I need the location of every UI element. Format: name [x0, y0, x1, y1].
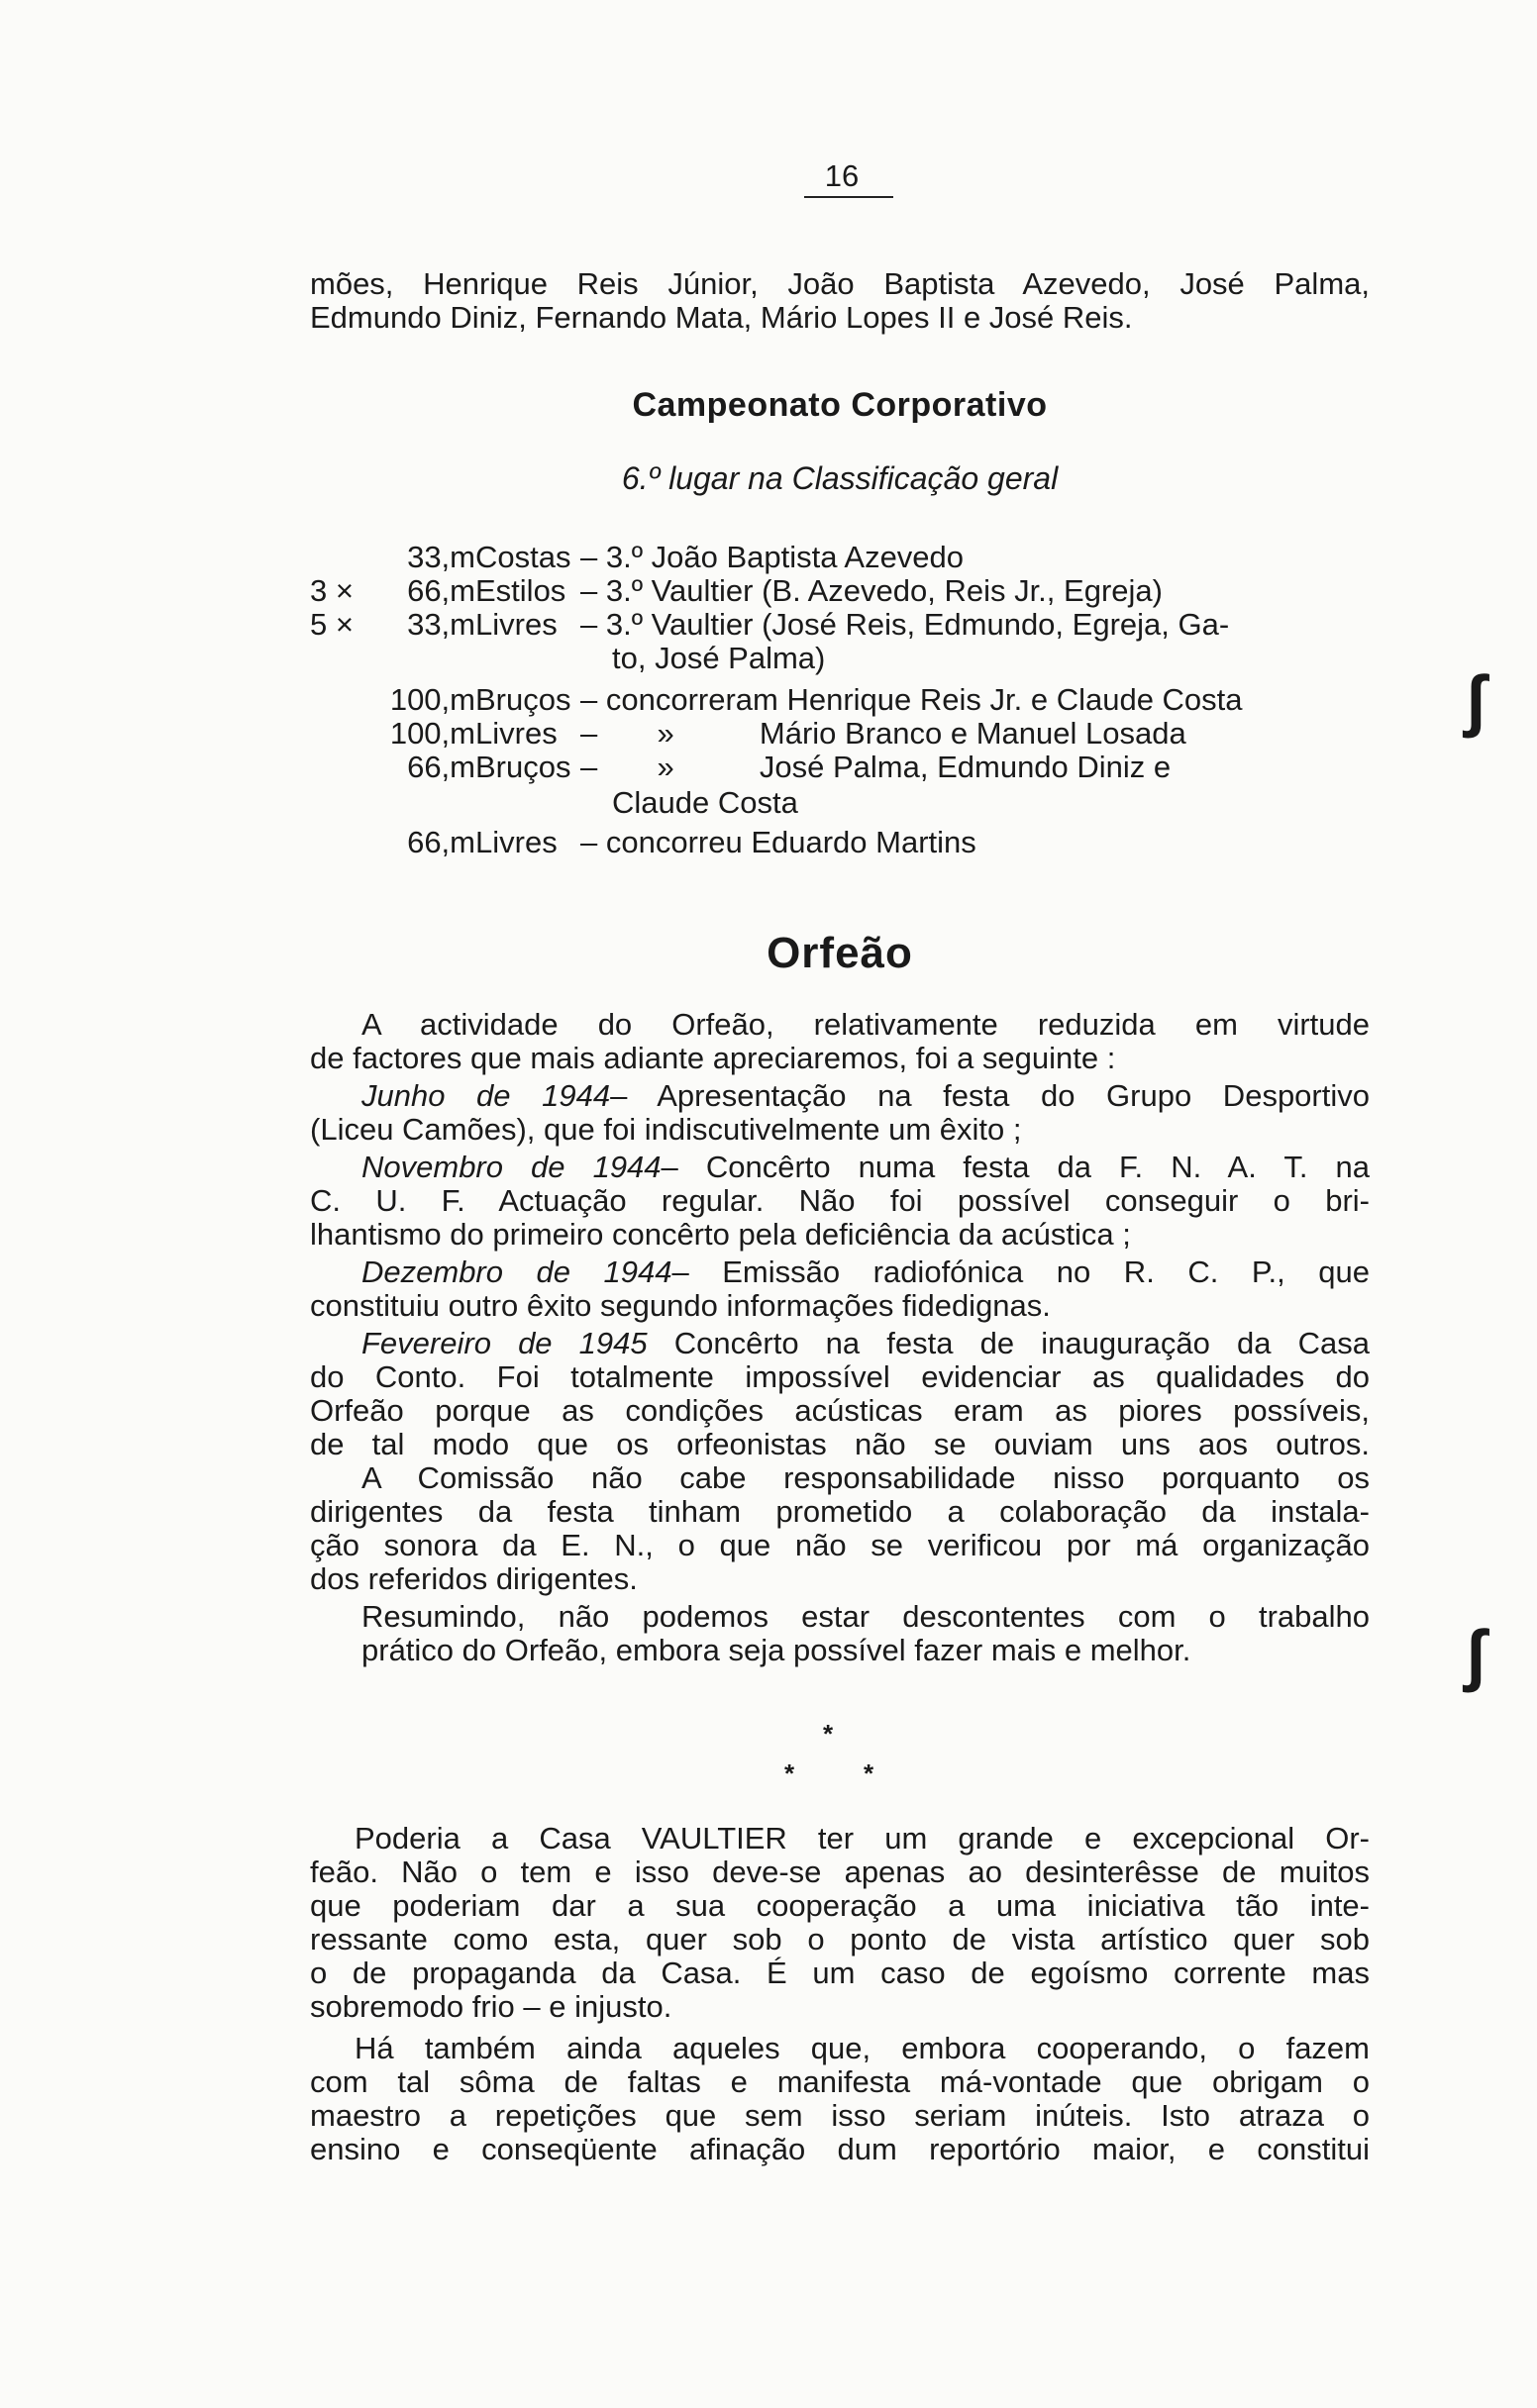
- entry-date: Fevereiro de 1945: [361, 1326, 648, 1360]
- result: – concorreram Henrique Reis Jr. e Claude Costa: [580, 682, 1243, 717]
- orfeao-entry-junho: [361, 1079, 1370, 1113]
- orfeao-entry-fevereiro: [361, 1327, 1370, 1360]
- result: – » José Palma, Edmundo Diniz e: [580, 750, 1172, 784]
- result: – concorreu Eduardo Martins: [580, 825, 976, 859]
- entry-line: C. U. F. Actuação regular. Não foi possível conseguir o bri-: [310, 1183, 1370, 1218]
- result: – » Mário Branco e Manuel Losada: [580, 716, 1186, 751]
- margin-mark: ʃ: [1464, 661, 1487, 739]
- margin-mark: ʃ: [1464, 1616, 1487, 1693]
- closing-line: ensino e conseqüente afinação dum reportório maior, e constitui: [310, 2132, 1370, 2166]
- stroke: Livres: [475, 716, 558, 751]
- comissao-line: A Comissão não cabe responsabilidade nisso porquanto os: [361, 1460, 1370, 1495]
- stroke: Costas: [475, 540, 571, 574]
- text-line: Edmundo Diniz, Fernando Mata, Mário Lopes II e José Reis.: [310, 300, 1133, 335]
- stroke: Estilos: [475, 573, 566, 608]
- entry-line: de tal modo que os orfeonistas não se ouviam uns aos outros.: [310, 1427, 1370, 1461]
- entry-text: – Emissão radiofónica no R. C. P., que: [671, 1254, 1370, 1289]
- distance: 100,m: [389, 682, 475, 717]
- resumindo-line: Resumindo, não podemos estar descontentes com o trabalho: [361, 1599, 1370, 1634]
- distance: 33,m: [407, 540, 475, 574]
- entry-text: – Apresentação na festa do Grupo Desportivo: [610, 1078, 1370, 1113]
- entry-date: Dezembro de 1944: [361, 1254, 672, 1289]
- entry-line: (Liceu Camões), que foi indiscutivelmente um êxito ;: [310, 1112, 1022, 1147]
- entry-line: do Conto. Foi totalmente impossível evidenciar as qualidades do: [310, 1359, 1370, 1394]
- closing-line: sobremodo frio – e injusto.: [310, 1989, 672, 2024]
- result: – 3.º João Baptista Azevedo: [580, 540, 965, 574]
- distance: 66,m: [407, 825, 475, 859]
- entry-date: Junho de 1944: [361, 1078, 611, 1113]
- orfeao-intro-line: de factores que mais adiante apreciaremos, foi a seguinte :: [310, 1041, 1116, 1075]
- asterisk: *: [864, 1758, 874, 1788]
- distance: 66,m: [407, 573, 475, 608]
- section-subtitle-classificacao: 6.º lugar na Classificação geral: [621, 460, 1059, 496]
- closing-line: feão. Não o tem e isso deve-se apenas ao desinterêsse de muitos: [310, 1855, 1370, 1889]
- text-line: mões, Henrique Reis Júnior, João Baptista Azevedo, José Palma,: [310, 266, 1370, 301]
- entry-date: Novembro de 1944: [361, 1150, 662, 1184]
- stroke: Bruços: [475, 682, 571, 717]
- intro-paragraph-end: [310, 301, 1370, 335]
- comissao-line: dirigentes da festa tinham prometido a colaboração da instala-: [310, 1494, 1370, 1529]
- asterisk: *: [784, 1758, 795, 1788]
- stroke: Livres: [475, 607, 558, 642]
- result: – 3.º Vaultier (José Reis, Edmundo, Egreja, Ga-: [580, 607, 1230, 642]
- entry-line: Orfeão porque as condições acústicas eram as piores possíveis,: [310, 1393, 1370, 1428]
- multiplier: 5 ×: [310, 607, 354, 642]
- result-continued: to, José Palma): [612, 641, 826, 675]
- entry-text: – Concêrto numa festa da F. N. A. T. na: [661, 1150, 1370, 1184]
- closing-line: Poderia a Casa VAULTIER ter um grande e excepcional Or-: [355, 1821, 1370, 1856]
- closing-line: Há também ainda aqueles que, embora cooperando, o fazem: [355, 2031, 1370, 2065]
- orfeao-intro-line: A actividade do Orfeão, relativamente reduzida em virtude: [361, 1007, 1370, 1042]
- distance: 100,m: [389, 716, 475, 751]
- result: – 3.º Vaultier (B. Azevedo, Reis Jr., Egreja): [580, 573, 1163, 608]
- resumindo-line: prático do Orfeão, embora seja possível fazer mais e melhor.: [361, 1633, 1191, 1667]
- multiplier: 3 ×: [310, 573, 354, 608]
- entry-line: constituiu outro êxito segundo informações fidedignas.: [310, 1288, 1051, 1323]
- intro-paragraph: [310, 267, 1370, 301]
- stroke: Livres: [475, 825, 558, 859]
- orfeao-entry-dezembro: [361, 1255, 1370, 1289]
- comissao-line: dos referidos dirigentes.: [310, 1561, 638, 1596]
- distance: 33,m: [407, 607, 475, 642]
- comissao-line: ção sonora da E. N., o que não se verificou por má organização: [310, 1528, 1370, 1562]
- closing-line: ressante como esta, quer sob o ponto de vista artístico quer sob: [310, 1922, 1370, 1956]
- entry-text: Concêrto na festa de inauguração da Casa: [647, 1326, 1370, 1360]
- closing-line: maestro a repetições que sem isso seriam inúteis. Isto atraza o: [310, 2098, 1370, 2133]
- stroke: Bruços: [475, 750, 571, 784]
- page-number-rule: [804, 196, 893, 198]
- closing-line: com tal sôma de faltas e manifesta má-vontade que obrigam o: [310, 2064, 1370, 2099]
- page-number: 16: [824, 158, 860, 193]
- section-title-orfeao: Orfeão: [767, 929, 913, 977]
- entry-line: lhantismo do primeiro concêrto pela deficiência da acústica ;: [310, 1217, 1131, 1252]
- result-continued: Claude Costa: [612, 785, 798, 820]
- distance: 66,m: [407, 750, 475, 784]
- section-title-corporativo: Campeonato Corporativo: [632, 386, 1048, 424]
- orfeao-entry-novembro: [361, 1151, 1370, 1184]
- asterisk: *: [823, 1719, 834, 1749]
- closing-line: o de propaganda da Casa. É um caso de egoísmo corrente mas: [310, 1956, 1370, 1990]
- closing-line: que poderiam dar a sua cooperação a uma iniciativa tão inte-: [310, 1888, 1370, 1923]
